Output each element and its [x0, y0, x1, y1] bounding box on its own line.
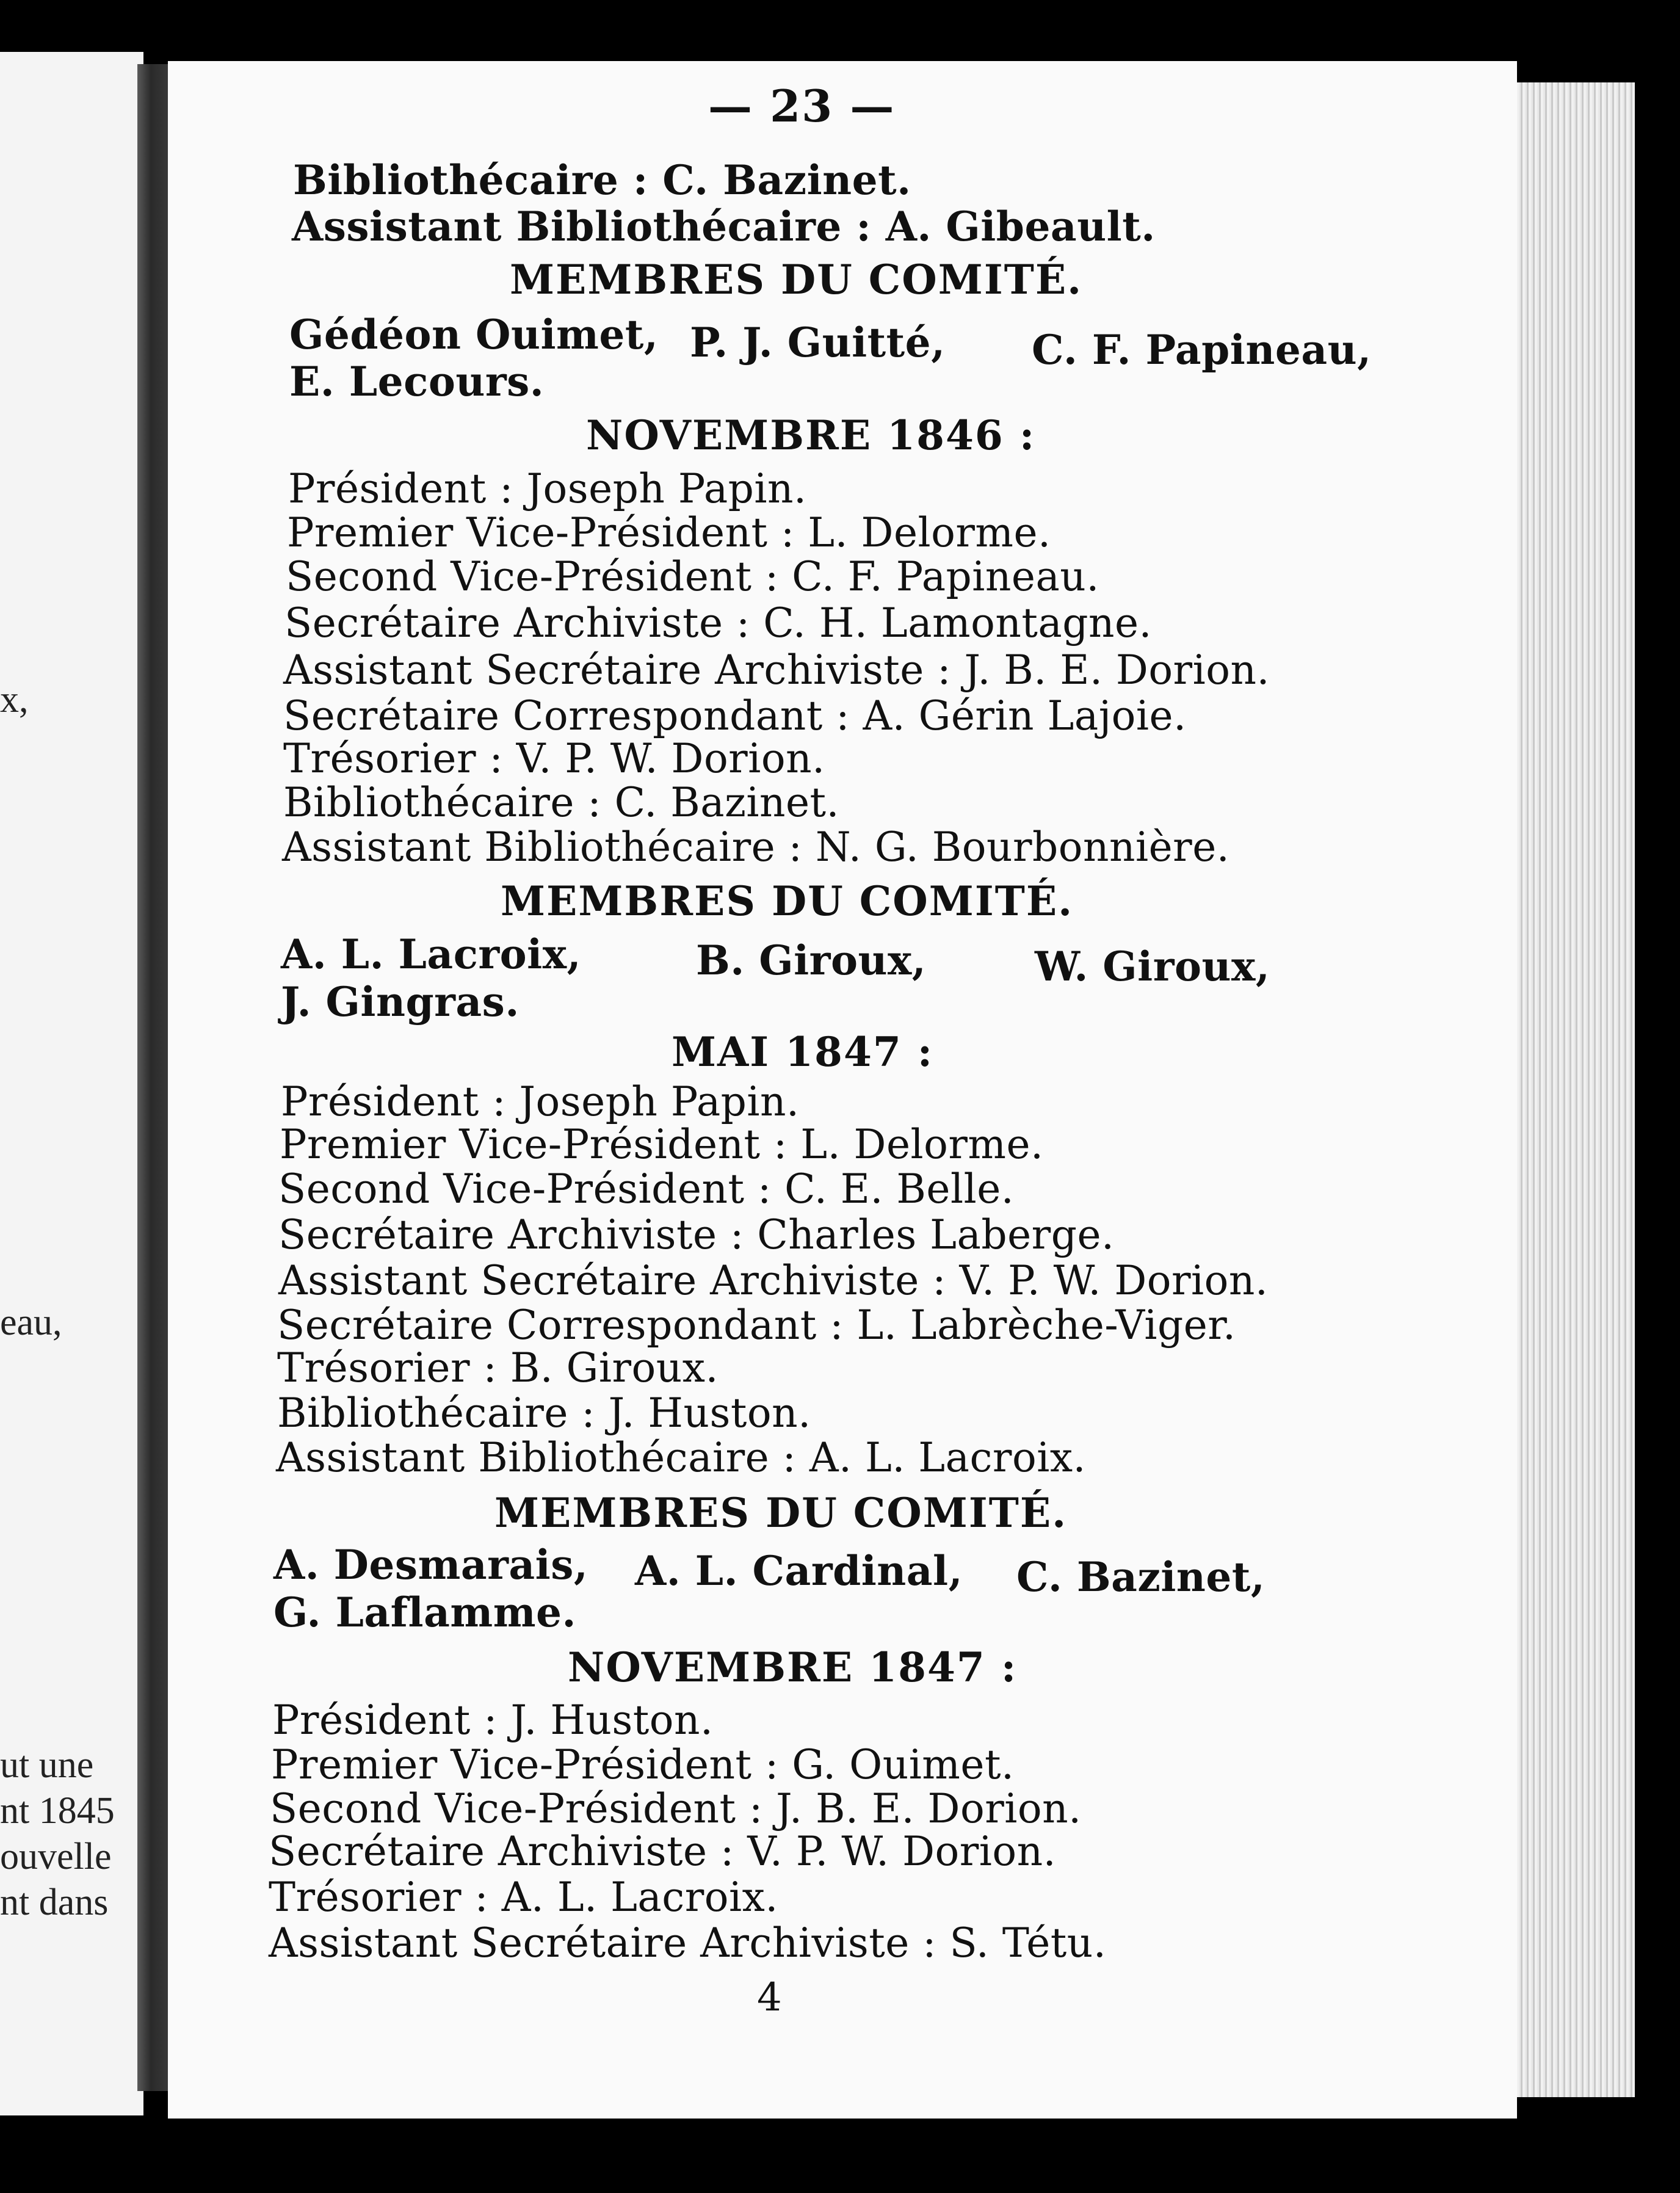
text-line: Assistant Secrétaire Archiviste : V. P. W. Dorion. [278, 1257, 1269, 1304]
left-fragment: ouvelle [0, 1836, 112, 1877]
text-line: Bibliothécaire : C. Bazinet. [293, 156, 911, 204]
text-line: Président : J. Huston. [272, 1697, 714, 1744]
text-line: Président : Joseph Papin. [281, 1078, 800, 1125]
committee-member: W. Giroux, [1035, 943, 1270, 990]
text-line: Secrétaire Archiviste : V. P. W. Dorion. [269, 1828, 1057, 1875]
left-fragment: nt 1845 [0, 1790, 115, 1832]
text-line: Premier Vice-Président : L. Delorme. [287, 509, 1051, 556]
signature-mark: 4 [757, 1975, 783, 2020]
text-line: Secrétaire Archiviste : Charles Laberge. [278, 1211, 1115, 1258]
text-line: Assistant Secrétaire Archiviste : J. B. E. Dorion. [283, 647, 1270, 694]
text-line: Trésorier : B. Giroux. [277, 1344, 719, 1391]
book-gutter [137, 64, 171, 2091]
left-fragment: nt dans [0, 1882, 109, 1923]
text-line: Bibliothécaire : C. Bazinet. [283, 779, 840, 826]
text-line: Trésorier : V. P. W. Dorion. [283, 735, 825, 782]
section-heading: MAI 1847 : [672, 1028, 934, 1076]
text-line: Secrétaire Correspondant : L. Labrèche-Viger. [277, 1302, 1236, 1349]
left-fragment: eau, [0, 1302, 62, 1343]
text-line: Second Vice-Président : J. B. E. Dorion. [270, 1785, 1082, 1832]
section-heading: NOVEMBRE 1846 : [586, 411, 1036, 459]
committee-member: G. Laflamme. [273, 1589, 577, 1636]
text-line: Assistant Bibliothécaire : A. Gibeault. [292, 203, 1156, 250]
text-line: Secrétaire Archiviste : C. H. Lamontagne. [284, 600, 1153, 647]
committee-member: B. Giroux, [696, 937, 927, 984]
page-number: — 23 — [708, 80, 896, 132]
text-line: Président : Joseph Papin. [288, 465, 807, 512]
text-line: Premier Vice-Président : L. Delorme. [280, 1121, 1044, 1168]
left-fragment: ut une [0, 1744, 94, 1786]
committee-member: E. Lecours. [289, 358, 545, 405]
text-line: Premier Vice-Président : G. Ouimet. [271, 1741, 1015, 1788]
text-line: Assistant Bibliothécaire : A. L. Lacroix. [276, 1434, 1087, 1481]
text-line: Bibliothécaire : J. Huston. [277, 1390, 811, 1437]
committee-member: A. L. Cardinal, [635, 1547, 963, 1595]
section-heading: MEMBRES DU COMITÉ. [510, 256, 1083, 303]
committee-member: C. Bazinet, [1016, 1553, 1265, 1601]
committee-member: J. Gingras. [281, 978, 520, 1026]
text-line: Secrétaire Correspondant : A. Gérin Lajoie. [283, 692, 1187, 739]
text-line: Assistant Bibliothécaire : N. G. Bourbonnière. [282, 824, 1230, 871]
text-line: Second Vice-Président : C. E. Belle. [278, 1165, 1015, 1212]
committee-member: Gédéon Ouimet, [289, 311, 659, 358]
text-line: Trésorier : A. L. Lacroix. [269, 1874, 778, 1921]
committee-member: C. F. Papineau, [1032, 326, 1372, 374]
section-heading: MEMBRES DU COMITÉ. [494, 1489, 1068, 1537]
section-heading: NOVEMBRE 1847 : [568, 1644, 1018, 1691]
committee-member: P. J. Guitté, [690, 319, 946, 366]
committee-member: A. Desmarais, [273, 1541, 588, 1589]
text-line: Assistant Secrétaire Archiviste : S. Tétu. [269, 1919, 1107, 1966]
left-fragment: x, [0, 679, 29, 720]
committee-member: A. L. Lacroix, [281, 930, 582, 978]
text-line: Second Vice-Président : C. F. Papineau. [286, 553, 1099, 600]
section-heading: MEMBRES DU COMITÉ. [501, 877, 1074, 925]
